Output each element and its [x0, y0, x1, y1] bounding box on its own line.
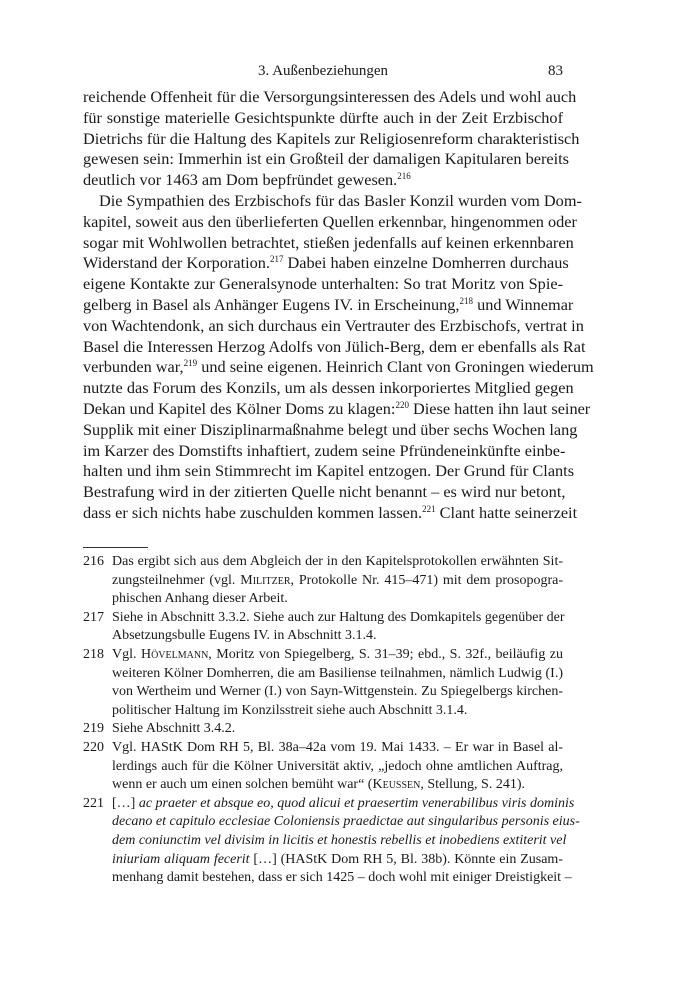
body-line-text: sogar mit Wohlwollen betrachtet, stießen jedenfalls auf keinen erkennbaren: [83, 232, 574, 252]
body-line: [83, 398, 591, 420]
body-line-text: und seine eigenen. Heinrich Clant von Groningen wiederum: [197, 357, 594, 377]
body-line: [83, 190, 582, 212]
footnote-line: [112, 813, 580, 832]
footnote-text: , Stellung, S. 241).: [420, 777, 525, 793]
footnote-number: 218: [83, 646, 104, 662]
body-line-text: deutlich vor 1463 am Dom bepfründet gewesen.: [83, 170, 398, 190]
footnote-text: lerdings auch für die Kölner Universität aktiv, „jedoch ohne amtlichen Auftrag,: [112, 758, 563, 774]
body-line-text: für sonstige materielle Gesichtspunkte dürfte auch in der Zeit Erzbischof: [83, 107, 563, 127]
footnote-reference[interactable]: 216: [397, 171, 411, 182]
body-line-text: Clant hatte seinerzeit: [435, 502, 578, 522]
author-name: Hövelmann: [140, 646, 209, 662]
body-line: [83, 440, 566, 462]
body-line: [83, 315, 584, 337]
body-line-text: nutzte das Forum des Konzils, um als dessen inkorporiertes Mitglied gegen: [83, 378, 574, 398]
body-line: [83, 357, 594, 378]
author-name: Keussen: [372, 777, 421, 793]
footnote-line: [112, 739, 563, 758]
latin-quote: dem coniunctim vel divisim in licitis et honestis rebellis et inobediens extiterit vel: [112, 832, 567, 848]
footnote-number: 217: [83, 609, 104, 625]
footnote-line: [112, 683, 563, 702]
body-line: [83, 253, 569, 274]
body-line: [83, 128, 580, 150]
footnote-number: 216: [83, 554, 104, 569]
body-line-text: gewesen sein: Immerhin ist ein Großteil der damaligen Kapitularen bereits: [83, 149, 570, 169]
body-line-text: Die Sympathien des Erzbischofs für das Basler Konzil wurden vom Dom-: [99, 190, 582, 210]
running-title: 3. Außenbeziehungen: [258, 63, 388, 79]
body-line: [83, 482, 566, 503]
body-line: [83, 274, 563, 295]
latin-quote: decano et capitulo ecclesiae Coloniensis praedictae aut singularibus personis eius-: [112, 814, 580, 830]
footnote-reference[interactable]: 221: [422, 503, 436, 514]
body-line: [83, 294, 574, 316]
body-line-text: Bestrafung wird in der zitierten Quelle nicht benannt – es wird nur betont,: [83, 482, 566, 502]
footnote-line: [112, 776, 563, 795]
footnote-line: [112, 795, 575, 814]
body-line-text: kapitel, soweit aus den überlieferten Quellen erkennbar, hingenommen oder: [83, 211, 577, 231]
footnote-reference[interactable]: 219: [183, 358, 198, 369]
body-line-text: Supplik mit einer Disziplinarmaßnahme belegt und über sechs Wochen lang: [83, 419, 578, 439]
footnote: [83, 795, 580, 888]
body-line-text: dass er sich nichts habe zuschulden kommen lassen.: [83, 502, 423, 522]
footnote-number: 219: [83, 721, 104, 737]
footnote-text: Siehe in Abschnitt 3.3.2. Siehe auch zur Haltung des Domkapitels gegenüber der: [112, 609, 565, 625]
footnote-number: 220: [83, 739, 104, 755]
footnote-text: weiteren Kölner Domherren, die am Basiliense teilnahmen, nämlich Ludwig (I.): [112, 665, 563, 681]
footnote-text: Vgl. HAStK Dom RH 5, Bl. 38a–42a vom 19. Mai 1433. – Er war in Basel al-: [112, 739, 563, 755]
footnote-text: Das ergibt sich aus dem Abgleich der in den Kapitelsprotokollen erwähnten Sit-: [112, 554, 563, 569]
footnote-text: Vgl.: [112, 646, 141, 662]
footnote-text: […]: [112, 795, 139, 811]
page-number: 83: [548, 63, 563, 79]
footnote-line: [112, 758, 563, 777]
body-line-text: von Wachtendonk, an sich durchaus ein Vertrauter des Erzbischofs, vertrat in: [83, 315, 584, 335]
body-line-text: Widerstand der Korporation.: [83, 253, 270, 273]
footnote: [83, 720, 563, 739]
footnote-line: [112, 851, 563, 870]
footnote-text: Siehe Abschnitt 3.4.2.: [112, 721, 236, 737]
body-line: [83, 108, 563, 129]
footnote-line: [112, 869, 572, 888]
footnote-text: wenn er auch um einen solchen bemüht war“ (: [112, 777, 373, 793]
footnote-line: [112, 627, 563, 646]
body-text: [83, 87, 594, 524]
body-line: [83, 378, 574, 399]
body-line-text: und Winnemar: [473, 294, 574, 314]
body-line-text: halten und ihm sein Stimmrecht im Kapitel entzogen. Der Grund für Clants: [83, 461, 575, 481]
footnote-text: phischen Anhang dieser Arbeit.: [112, 591, 288, 607]
body-line-text: gelberg in Basel als Anhänger Eugens IV. in Erscheinung,: [83, 294, 460, 314]
footnote-line: [112, 832, 567, 851]
body-line-text: Dietrichs für die Haltung des Kapitels zur Religiosenreform charakteristisch: [83, 128, 580, 148]
body-line-text: Basel die Interessen Herzog Adolfs von Jülich-Berg, dem er ebenfalls als Rat: [83, 336, 586, 356]
footnote-text: […] (HAStK Dom RH 5, Bl. 38b). Könnte ein Zusam-: [249, 851, 563, 867]
body-line-text: im Karzer des Domstifts inhaftiert, zudem seine Pfründeneinkünfte einbe-: [83, 440, 566, 460]
body-line-text: eigene Kontakte zur Generalsynode unterhalten: So trat Moritz von Spie-: [83, 274, 563, 294]
footnote-line: [112, 572, 563, 591]
body-line: [83, 232, 574, 254]
footnote-reference[interactable]: 217: [269, 254, 284, 265]
footnotes: [83, 553, 580, 888]
footnote-line: [112, 702, 563, 721]
footnote: [83, 553, 563, 609]
footnote: [83, 646, 563, 720]
footnote-text: Absetzungsbulle Eugens IV. in Abschnitt 3.1.4.: [112, 628, 377, 644]
body-line: [83, 336, 586, 358]
body-line: [83, 419, 578, 441]
footnote-text: , Protokolle Nr. 415–471) mit dem prosopogra-: [290, 572, 563, 588]
footnote-text: , Moritz von Spiegelberg, S. 31–39; ebd., S. 32f., beiläufig zu: [208, 646, 564, 662]
footnote-line: [112, 553, 563, 572]
footnote: [83, 739, 563, 795]
latin-quote: iniuriam aliquam fecerit: [112, 851, 250, 867]
body-line: [83, 211, 577, 233]
body-line-text: reichende Offenheit für die Versorgungsinteressen des Adels und wohl auch: [83, 87, 577, 106]
running-head: [83, 61, 563, 81]
footnote-line: [112, 665, 563, 684]
footnote-line: [112, 720, 563, 739]
footnote-separator: [83, 547, 148, 548]
footnote-reference[interactable]: 220: [395, 399, 409, 410]
author-name: Militzer: [240, 572, 291, 588]
body-line: [83, 502, 578, 524]
footnote-reference[interactable]: 218: [459, 295, 474, 306]
latin-quote: ac praeter et absque eo, quod alicui et praesertim venerabilibus viris dominis: [138, 795, 575, 811]
body-line-text: Dabei haben einzelne Domherren durchaus: [283, 253, 569, 273]
body-line: [83, 87, 577, 108]
footnote-line: [112, 590, 563, 609]
body-line-text: Dekan und Kapitel des Kölner Doms zu klagen:: [83, 398, 396, 418]
body-line-text: verbunden war,: [83, 357, 184, 377]
footnote-line: [112, 646, 563, 665]
footnote-text: menhang damit bestehen, dass er sich 1425 – doch wohl mit einiger Dreistigkeit –: [112, 870, 572, 886]
footnote-text: zungsteilnehmer (vgl.: [112, 572, 241, 588]
footnote-line: [112, 609, 563, 628]
body-line: [83, 461, 575, 482]
body-line: [83, 170, 563, 191]
footnote-text: politischer Haltung im Konzilsstreit siehe auch Abschnitt 3.1.4.: [112, 702, 468, 718]
footnote-number: 221: [83, 795, 104, 811]
footnote-text: von Wertheim und Werner (I.) von Sayn-Wittgenstein. Zu Spiegelbergs kirchen-: [112, 684, 563, 700]
body-line-text: Diese hatten ihn laut seiner: [408, 398, 591, 418]
body-line: [83, 149, 570, 170]
footnote: [83, 609, 563, 646]
